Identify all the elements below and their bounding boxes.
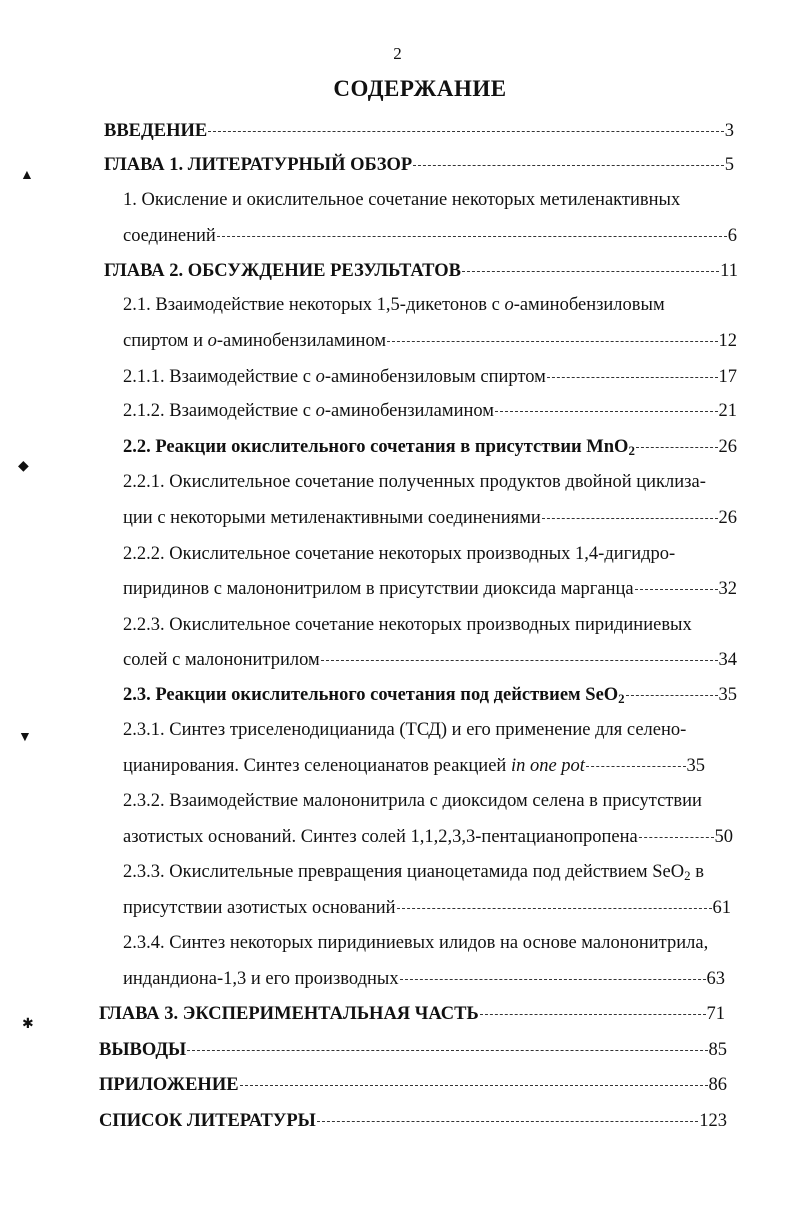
toc-entry-intro [104,117,734,145]
dot-leader [480,1014,706,1015]
toc-label-italic: in one pot [510,756,585,776]
toc-page: 63 [706,969,725,989]
toc-label: спиртом и [123,331,208,351]
toc-label: в [690,862,704,882]
dot-leader [400,979,706,980]
toc-label: ВВЕДЕНИЕ [104,121,208,141]
toc-page: 6 [727,226,737,246]
toc-label: 2.2. Реакции окислительного сочетания в присутствии MnO [123,437,629,457]
dot-leader [495,411,718,412]
toc-page: 11 [720,261,738,281]
toc-page: 32 [718,579,737,599]
toc-entry-2-3-2-line2 [123,823,733,851]
toc-entry-2-3-3-line2 [123,894,731,922]
toc-label: ГЛАВА 2. ОБСУЖДЕНИЕ РЕЗУЛЬТАТОВ [104,261,461,281]
dot-leader [387,341,717,342]
toc-entry-2-2-1-line2 [123,504,737,532]
toc-page: 35 [686,756,705,776]
toc-page: 85 [708,1040,727,1060]
toc-entry-chapter-1 [104,151,734,179]
dot-leader [397,908,712,909]
dot-leader [413,165,724,166]
toc-label: 2.2.2. Окислительное сочетание некоторых производных 1,4-дигидро- [123,544,676,564]
toc-label: -аминобензиламином [324,401,494,421]
toc-entry-2-3 [123,681,737,709]
toc-entry-2-3-1-line1 [123,716,737,744]
toc-entry-2-3-3-line1 [123,858,737,886]
toc-label: ГЛАВА 3. ЭКСПЕРИМЕНТАЛЬНАЯ ЧАСТЬ [99,1004,479,1024]
toc-label: 2.1.1. Взаимодействие с [123,367,316,387]
scan-mark: ▼ [18,730,32,745]
toc-entry-2-1-line1 [123,291,737,319]
scan-mark: ◆ [18,459,29,474]
toc-entry-2-3-2-line1 [123,787,737,815]
toc-label: СПИСОК ЛИТЕРАТУРЫ [99,1111,316,1131]
dot-leader [636,447,718,448]
toc-page: 21 [718,401,737,421]
toc-label-subscript: 2 [618,691,625,706]
toc-label-subscript: 2 [684,868,691,883]
dot-leader [542,518,718,519]
toc-label: пиридинов с малононитрилом в присутствии диоксида марганца [123,579,634,599]
toc-label: ции с некоторыми метиленактивными соединениями [123,508,541,528]
toc-label: 2.3.1. Синтез триселенодицианида (ТСД) и его применение для селено- [123,720,687,740]
toc-label-subscript: 2 [628,443,635,458]
dot-leader [317,1121,698,1122]
toc-page: 26 [718,508,737,528]
toc-label: -аминобензиловым [513,295,665,315]
page-number: 2 [393,44,402,63]
dot-leader [586,766,686,767]
scan-mark: ▲ [20,168,34,183]
toc-label: присутствии азотистых оснований [123,898,396,918]
toc-entry-conclusions [99,1036,727,1064]
dot-leader [217,236,727,237]
dot-leader [626,695,718,696]
toc-label: 2.3.2. Взаимодействие малононитрила с диоксидом селена в присутствии [123,791,702,811]
toc-label: ВЫВОДЫ [99,1040,187,1060]
dot-leader [208,131,724,132]
toc-page: 71 [706,1004,725,1024]
toc-entry-2-2-3-line2 [123,646,737,674]
toc-page: 35 [718,685,737,705]
toc-entry-1-line1 [123,186,737,214]
toc-page: 50 [714,827,733,847]
toc-label-italic: о [504,295,514,315]
toc-entry-chapter-3 [99,1000,725,1028]
toc-entry-2-2 [123,433,737,461]
toc-entry-chapter-2 [104,257,738,285]
toc-entry-2-1-2 [123,397,737,425]
toc-page: 86 [708,1075,727,1095]
toc-page: 17 [718,367,737,387]
toc-label: соединений [123,226,216,246]
toc-entry-2-3-4-line2 [123,965,725,993]
toc-entry-2-3-1-line2 [123,752,705,780]
toc-page: 26 [718,437,737,457]
toc-label: 2.3.3. Окислительные превращения цианоцетамида под действием SeO [123,862,685,882]
toc-entry-2-2-3-line1 [123,611,737,639]
toc-page: 3 [724,121,734,141]
toc-label: 2.3. Реакции окислительного сочетания под действием SeO [123,685,619,705]
toc-page: 34 [718,650,737,670]
toc-entry-appendix [99,1071,727,1099]
toc-entry-2-1-line2 [123,327,737,355]
dot-leader [187,1050,707,1051]
toc-page: 5 [724,155,734,175]
toc-entry-2-2-2-line1 [123,540,737,568]
dot-leader [635,589,718,590]
dot-leader [639,837,714,838]
toc-label: индандиона-1,3 и его производных [123,969,399,989]
page-title: СОДЕРЖАНИЕ [333,76,507,101]
toc-label: 2.1.2. Взаимодействие с [123,401,316,421]
toc-page: 12 [718,331,737,351]
toc-page: 123 [699,1111,727,1131]
toc-label: -аминобензиламином [216,331,387,351]
toc-entry-2-1-1 [123,363,737,391]
toc-entry-2-2-2-line2 [123,575,737,603]
toc-label: ПРИЛОЖЕНИЕ [99,1075,239,1095]
dot-leader [321,660,718,661]
toc-label-italic: о [315,367,325,387]
toc-page: 61 [712,898,731,918]
toc-label: ГЛАВА 1. ЛИТЕРАТУРНЫЙ ОБЗОР [104,155,413,175]
toc-entry-references [99,1107,727,1135]
toc-label: 2.1. Взаимодействие некоторых 1,5-дикетонов с [123,295,505,315]
toc-label: цианирования. Синтез селеноцианатов реакцией [123,756,511,776]
toc-entry-1-line2 [123,222,737,250]
toc-label: 2.2.1. Окислительное сочетание полученных продуктов двойной циклиза- [123,472,706,492]
toc-entry-2-3-4-line1 [123,929,737,957]
toc-label-italic: о [315,401,325,421]
toc-label: азотистых оснований. Синтез солей 1,1,2,3,3-пентацианопропена [123,827,638,847]
dot-leader [547,377,718,378]
toc-label: 2.3.4. Синтез некоторых пиридиниевых илидов на основе малононитрила, [123,933,709,953]
dot-leader [462,271,719,272]
toc-label: солей с малононитрилом [123,650,320,670]
toc-label: 2.2.3. Окислительное сочетание некоторых производных пиридиниевых [123,615,692,635]
toc-label-italic: о [207,331,217,351]
dot-leader [240,1085,708,1086]
toc-label: 1. Окисление и окислительное сочетание некоторых метиленактивных [123,190,681,210]
toc-label: -аминобензиловым спиртом [324,367,546,387]
scan-mark: ✱ [22,1017,34,1032]
toc-entry-2-2-1-line1 [123,468,737,496]
